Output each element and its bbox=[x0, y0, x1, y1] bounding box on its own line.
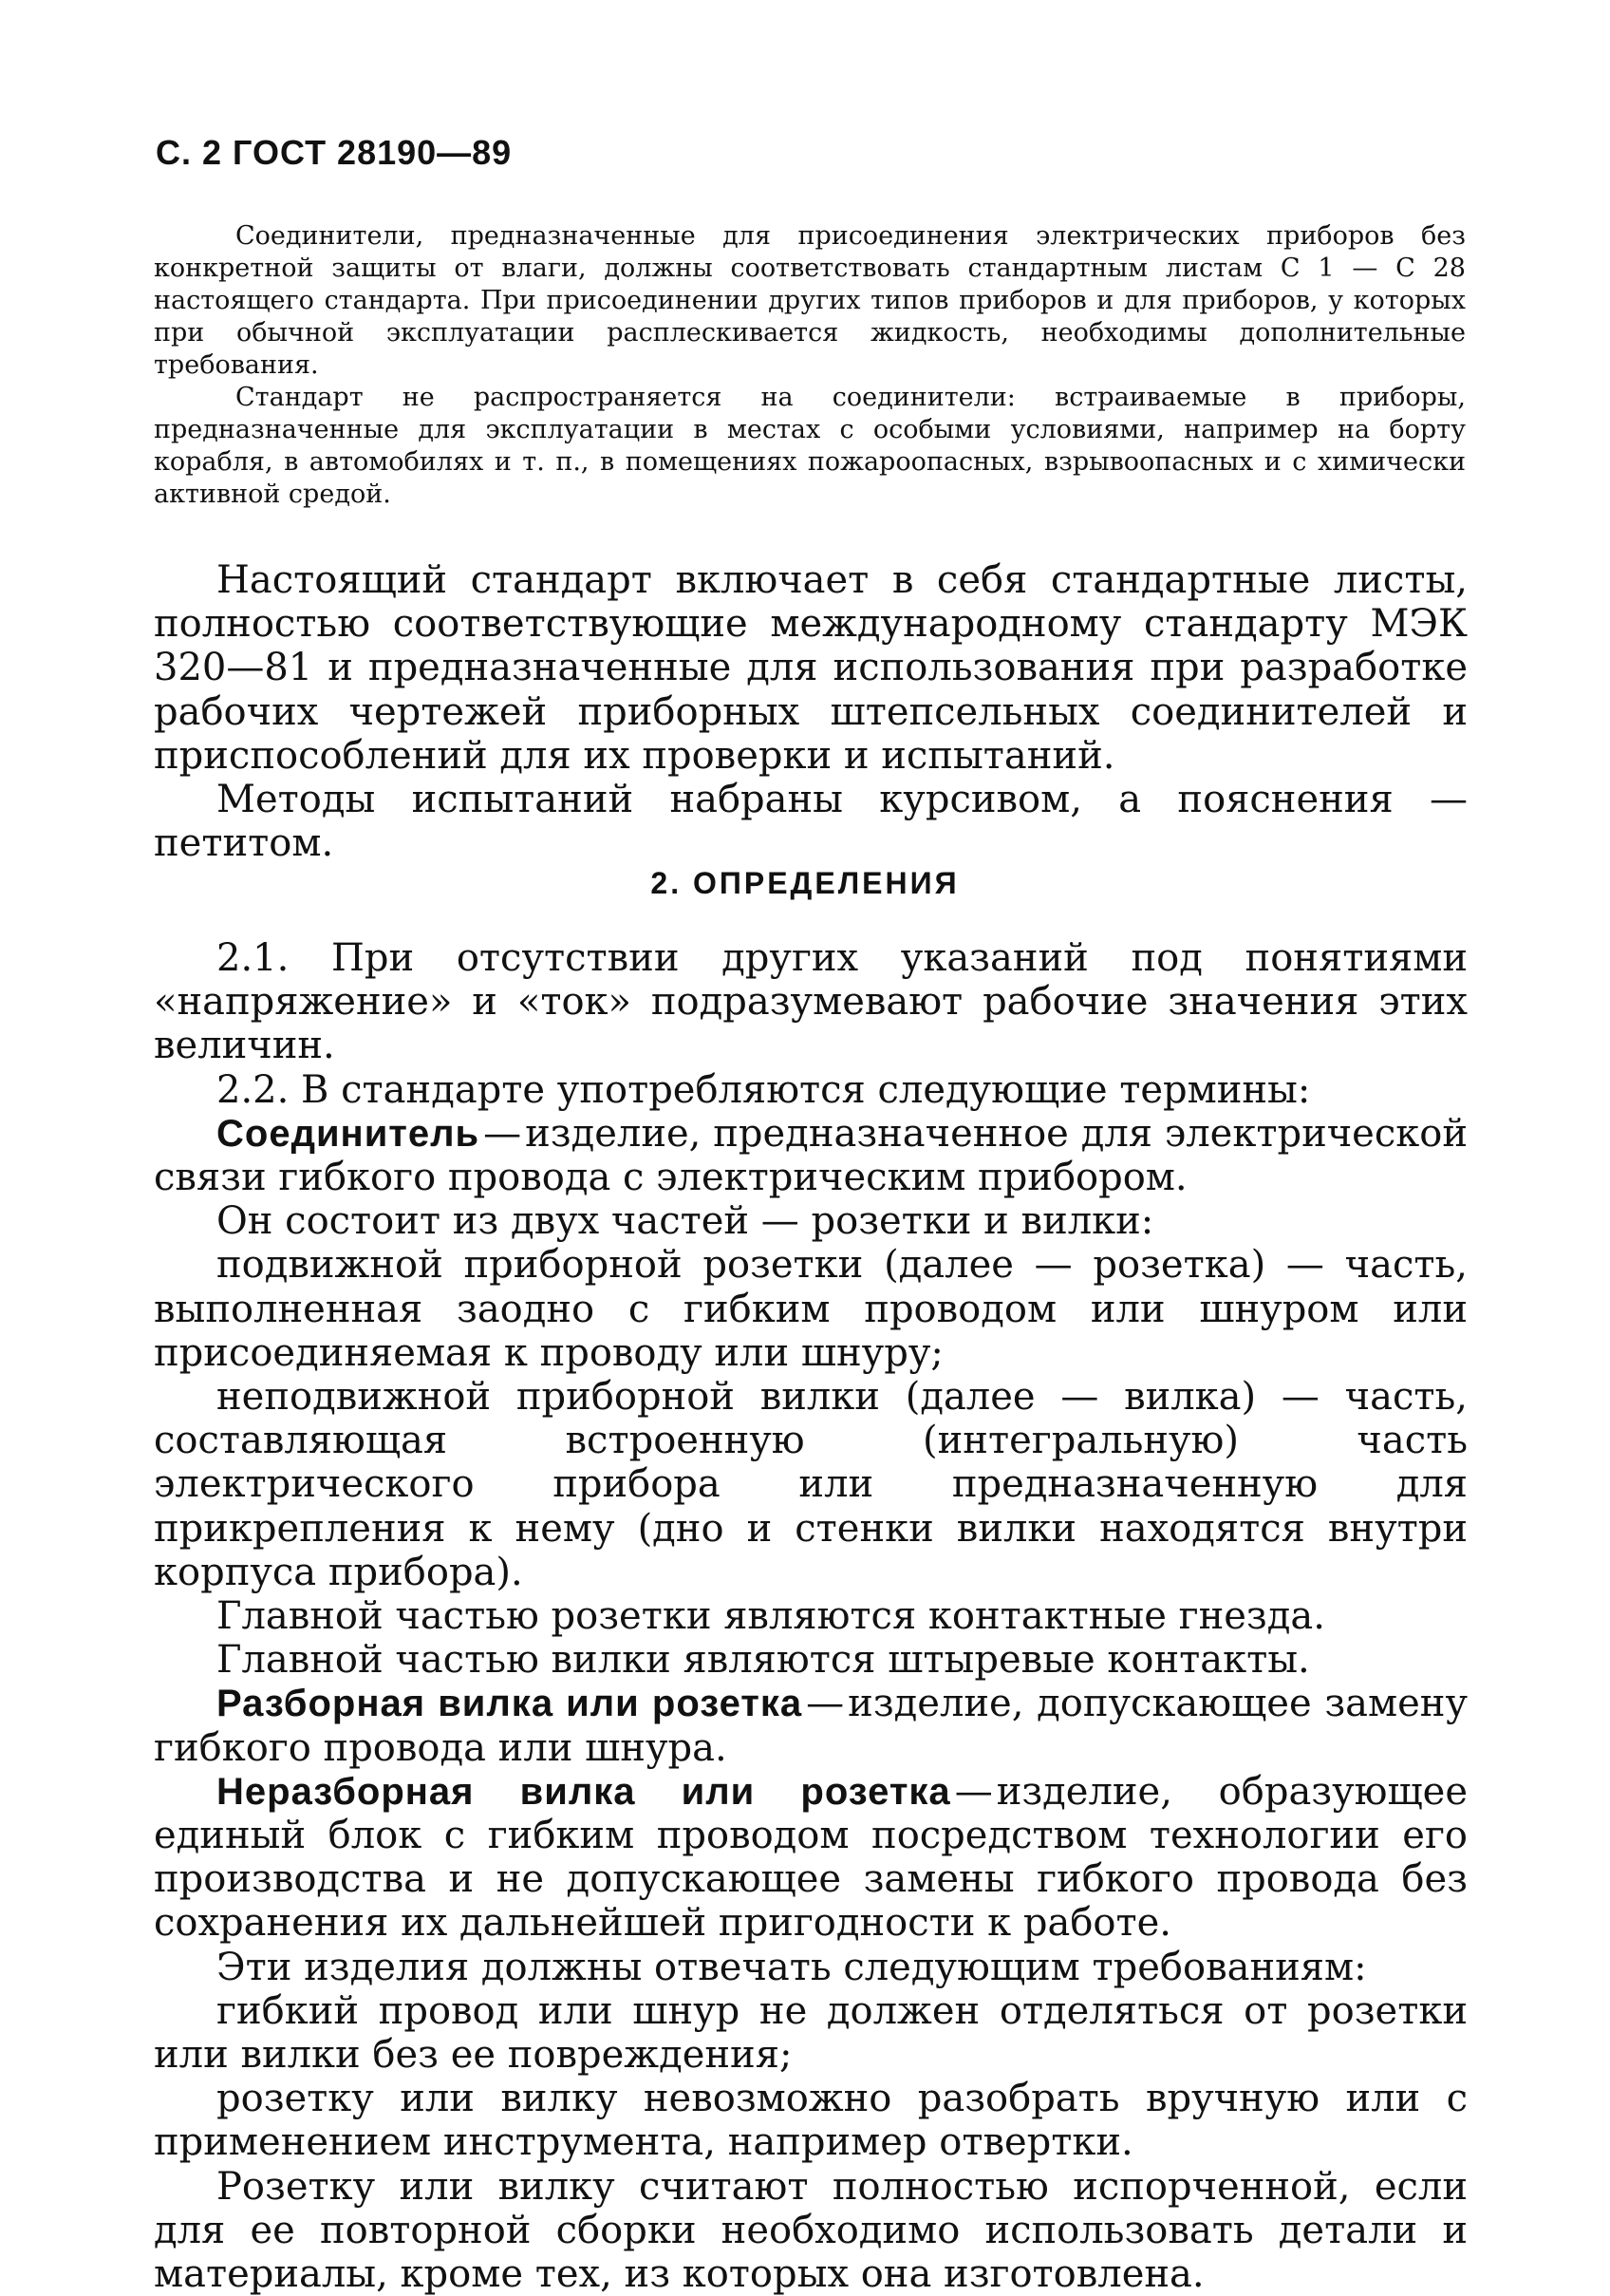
term-nonrewirable: Неразборная вилка или розетка bbox=[216, 1770, 951, 1813]
em-dash: — bbox=[954, 1769, 993, 1814]
definition-nonrewirable-text: изделие, образующее единый блок с гибким проводом посредством технологии его производства и не допускающее замены гибкого провода без сохранения их дальнейшей пригодности к работе. bbox=[154, 1769, 1468, 1946]
definition-rewirable-text: изделие, допускающее замену гибкого провода или шнура. bbox=[154, 1682, 1468, 1770]
damaged-definition: Розетку или вилку считают полностью испорченной, если для ее повторной сборки необходимо использовать детали и материалы, кроме тех, из которых она изготовлена. bbox=[154, 2164, 1468, 2296]
scope-notes bbox=[154, 220, 1466, 511]
plug-main-part: Главной частью вилки являются штыревые контакты. bbox=[216, 1638, 1310, 1683]
definition-rewirable bbox=[154, 1682, 1468, 1769]
definition-plug: неподвижной приборной вилки (далее — вилка) — часть, составляющая встроенную (интегральную) часть электрического прибора или предназначенную для прикрепления к нему (дно и стенки вилки находятся внутри корпуса прибора). bbox=[154, 1375, 1468, 1594]
term-connector: Соединитель bbox=[216, 1112, 480, 1155]
em-dash: — bbox=[483, 1111, 522, 1156]
clause-2-1: 2.1. При отсутствии других указаний под понятиями «напряжение» и «ток» подразумевают рабочие значения этих величин. bbox=[154, 936, 1468, 1068]
requirement-disassembly: розетку или вилку невозможно разобрать вручную или с применением инструмента, например отвертки. bbox=[154, 2077, 1468, 2165]
definition-connector bbox=[154, 1112, 1468, 1199]
definitions-section bbox=[154, 936, 1468, 2296]
intro-paragraph: Настоящий стандарт включает в себя стандартные листы, полностью соответствующие международному стандарту МЭК 320—81 и предназначенные для использования при разработке рабочих чертежей приборных штепсельных соединителей и приспособлений для их проверки и испытаний. bbox=[154, 558, 1468, 778]
scope-note-moisture: Соединители, предназначенные для присоединения электрических приборов без конкретной защиты от влаги, должны соответствовать стандартным листам С 1 — С 28 настоящего стандарта. При присоединении других типов приборов и для приборов, у которых при обычной эксплуатации расплескивается жидкость, необходимы дополнительные требования. bbox=[154, 221, 1466, 380]
definition-connector-text: изделие, предназначенное для электрической связи гибкого провода с электрическим прибором. bbox=[154, 1111, 1468, 1200]
definition-nonrewirable bbox=[154, 1770, 1468, 1946]
clause-2-2: 2.2. В стандарте употребляются следующие термины: bbox=[216, 1067, 1311, 1112]
typography-note: Методы испытаний набраны курсивом, а пояснения — петитом. bbox=[154, 778, 1468, 866]
intro-text bbox=[154, 558, 1468, 865]
connector-parts-intro: Он состоит из двух частей — розетки и вилки: bbox=[216, 1199, 1154, 1244]
section-heading: 2. ОПРЕДЕЛЕНИЯ bbox=[650, 866, 960, 900]
scope-note-exclusions: Стандарт не распространяется на соединители: встраиваемые в приборы, предназначенные для эксплуатации в местах с особыми условиями, например на борту корабля, в автомобилях и т. п., в помещениях пожароопасных, взрывоопасных и с химически активной средой. bbox=[154, 383, 1466, 509]
term-rewirable: Разборная вилка или розетка bbox=[216, 1683, 803, 1725]
em-dash: — bbox=[806, 1682, 845, 1726]
requirements-intro: Эти изделия должны отвечать следующим требованиям: bbox=[216, 1945, 1367, 1989]
definition-socket: подвижной приборной розетки (далее — розетка) — часть, выполненная заодно с гибким проводом или шнуром или присоединяемая к проводу или шнуру; bbox=[154, 1243, 1468, 1375]
socket-main-part: Главной частью розетки являются контактные гнезда. bbox=[216, 1594, 1325, 1639]
requirement-cord: гибкий провод или шнур не должен отделяться от розетки или вилки без ее повреждения; bbox=[154, 1988, 1468, 2078]
page-header: С. 2 ГОСТ 28190—89 bbox=[156, 133, 513, 172]
